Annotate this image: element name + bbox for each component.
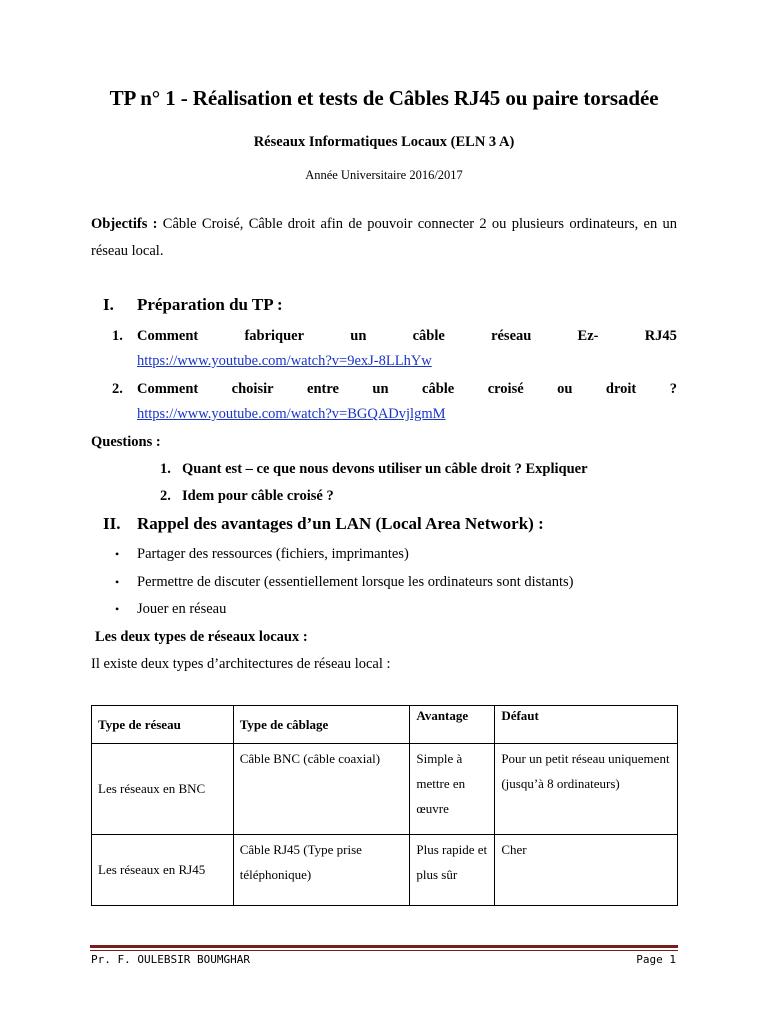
bullet-item: • Jouer en réseau [115, 601, 227, 617]
youtube-link-2[interactable]: https://www.youtube.com/watch?v=BGQADvjlgmM [137, 406, 446, 422]
objectives-label: Objectifs : [91, 216, 158, 232]
bullet-icon: • [115, 602, 120, 616]
list-item-number: 1. [112, 328, 123, 344]
table-header-cell: Type de réseau [92, 706, 234, 744]
bullet-item: • Partager des ressources (fichiers, imprimantes) [115, 546, 409, 562]
footer-rule [90, 945, 678, 948]
section-2-number: II. [103, 514, 121, 533]
table-header-cell: Défaut [495, 706, 678, 744]
table-row [92, 835, 678, 906]
table-header-cell: Avantage [410, 706, 495, 744]
section-1-number: I. [103, 295, 114, 314]
network-types-intro: Il existe deux types d’architectures de réseau local : [91, 656, 391, 672]
footer-rule-thin [90, 950, 678, 951]
table-cell: Les réseaux en BNC [92, 744, 234, 835]
list-item [112, 328, 677, 378]
academic-year: Année Universitaire 2016/2017 [305, 168, 463, 182]
table-cell: Pour un petit réseau uniquement (jusqu’à 8 ordinateurs) [495, 744, 678, 835]
footer-author: Pr. F. OULEBSIR BOUMGHAR [91, 953, 250, 966]
network-types-table [91, 705, 678, 906]
table-cell: Simple à mettre en œuvre [410, 744, 495, 835]
table-cell: Plus rapide et plus sûr [410, 835, 495, 906]
bullet-icon: • [115, 575, 120, 589]
objectives-text: Câble Croisé, Câble droit afin de pouvoir connecter 2 ou plusieurs ordinateurs, en un réseau local. [91, 216, 677, 259]
section-1-title: Préparation du TP : [137, 295, 283, 314]
list-item [112, 381, 677, 431]
objectives-paragraph [91, 211, 677, 265]
questions-heading: Questions : [91, 434, 161, 450]
question-item: 1. Quant est – ce que nous devons utiliser un câble droit ? Expliquer [160, 461, 588, 477]
table-cell: Câble RJ45 (Type prise téléphonique) [233, 835, 410, 906]
list-item-text: Comment fabriquer un câble réseau Ez- RJ45 [137, 328, 677, 344]
youtube-link-1[interactable]: https://www.youtube.com/watch?v=9exJ-8LLhYw [137, 353, 432, 369]
question-item: 2. Idem pour câble croisé ? [160, 488, 334, 504]
table-header-cell: Type de câblage [233, 706, 410, 744]
list-item-number: 2. [112, 381, 123, 397]
bullet-icon: • [115, 547, 120, 561]
table-cell: Les réseaux en RJ45 [92, 835, 234, 906]
list-item-text: Comment choisir entre un câble croisé ou droit ? [137, 381, 677, 397]
section-1-heading [103, 295, 283, 315]
document-title: TP n° 1 - Réalisation et tests de Câbles RJ45 ou paire torsadée [109, 86, 659, 110]
course-subtitle: Réseaux Informatiques Locaux (ELN 3 A) [253, 134, 515, 150]
table-cell: Câble BNC (câble coaxial) [233, 744, 410, 835]
table-row [92, 744, 678, 835]
footer-page-number: Page 1 [636, 953, 676, 966]
bullet-item: • Permettre de discuter (essentiellement lorsque les ordinateurs sont distants) [115, 574, 574, 590]
network-types-heading: Les deux types de réseaux locaux : [95, 629, 308, 645]
section-2-heading [103, 514, 544, 534]
table-header-row [92, 706, 678, 744]
table-cell: Cher [495, 835, 678, 906]
section-2-title: Rappel des avantages d’un LAN (Local Area Network) : [137, 514, 544, 533]
